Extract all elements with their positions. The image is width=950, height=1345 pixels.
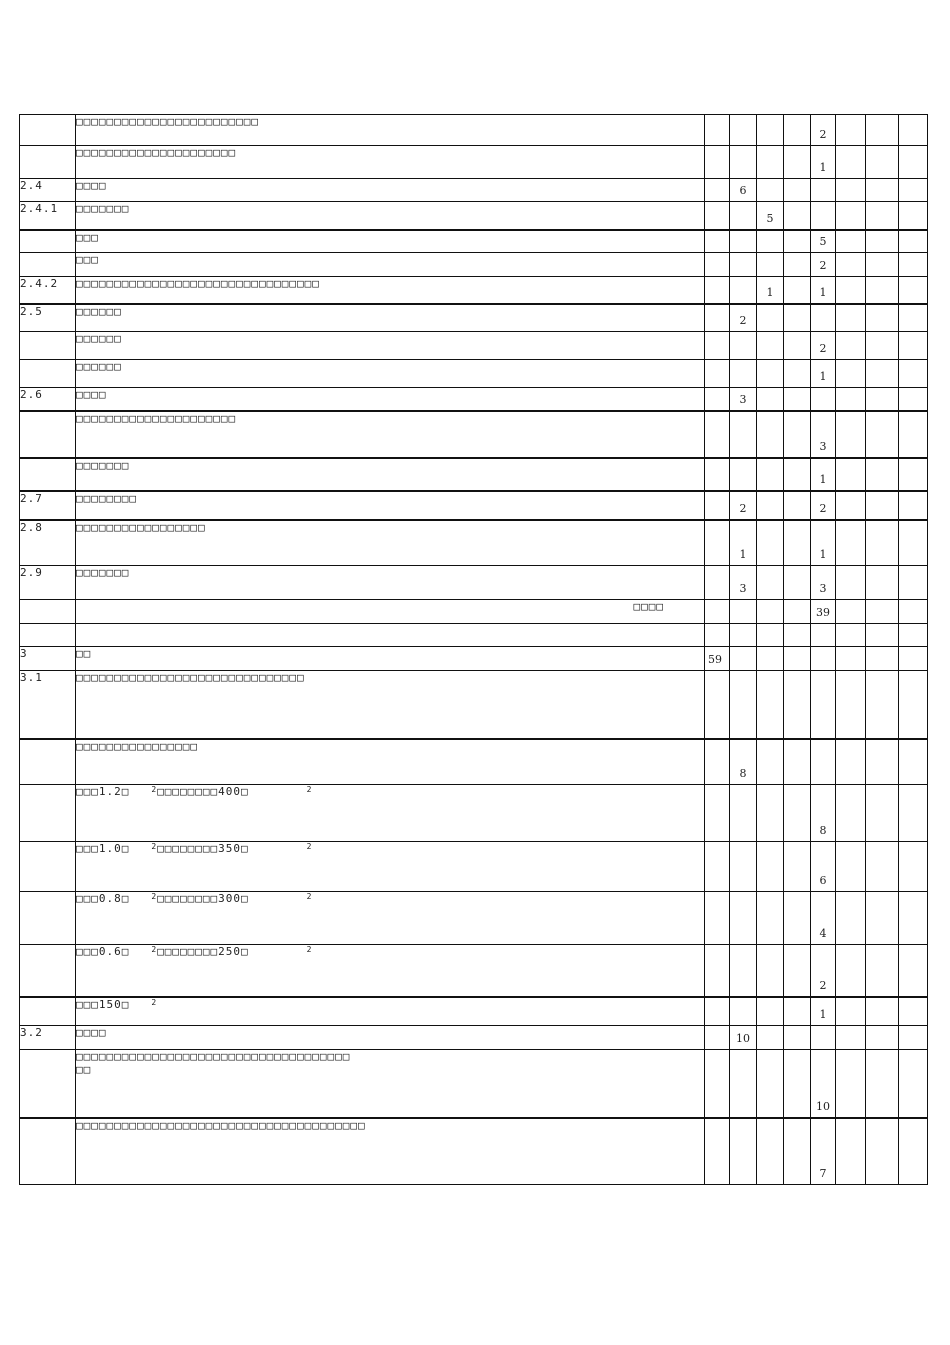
- subtotal-row: [20, 600, 928, 624]
- score-value: 5: [766, 211, 774, 225]
- score-value: 2: [819, 978, 827, 992]
- subtotal-label: □□□□: [76, 600, 705, 624]
- item-description: □□□□□□□□□□□□□□□□□□□□□□□□□□□□□□□□: [76, 277, 705, 304]
- item-code: 2.5: [20, 304, 76, 332]
- item-description: □□□0.6□ $^2$□□□□□□□□250□ $^2$: [76, 945, 705, 997]
- score-value: 1: [819, 285, 827, 299]
- item-code: [20, 842, 76, 892]
- item-description: □□□: [76, 253, 705, 277]
- item-code: 2.4.1: [20, 202, 76, 230]
- table-row: [20, 115, 928, 146]
- empty-row: [20, 624, 928, 647]
- score-value: 2: [819, 128, 827, 141]
- score-value: 8: [819, 824, 827, 837]
- item-code: [20, 1050, 76, 1118]
- item-description: □□□□□□: [76, 304, 705, 332]
- item-code: [20, 458, 76, 491]
- item-code: [20, 1118, 76, 1185]
- table-row: [20, 566, 928, 600]
- item-description: □□□□□□□□□□□□□□□□□□□□□□□□□□□□□□□□□□□□□□: [76, 1118, 705, 1185]
- item-description: □□□□□□□: [76, 202, 705, 230]
- table-row: [20, 388, 928, 411]
- item-description: □□□□: [76, 1026, 705, 1050]
- score-table: [19, 114, 928, 1185]
- table-row: [20, 1026, 928, 1050]
- item-code: [20, 892, 76, 945]
- score-value: 2: [739, 314, 747, 327]
- item-code: [20, 624, 76, 647]
- item-description: □□: [76, 647, 705, 671]
- score-value: 10: [816, 1099, 830, 1113]
- score-value: 7: [819, 1167, 827, 1180]
- score-value: 2: [739, 501, 747, 515]
- score-value: 2: [819, 501, 827, 515]
- item-description: □□□□□□□□: [76, 491, 705, 520]
- table-row: [20, 360, 928, 388]
- item-code: 3: [20, 647, 76, 671]
- item-description: □□□: [76, 230, 705, 253]
- score-value: 6: [819, 874, 827, 887]
- item-description: □□□□□□□□□□□□□□□□: [76, 739, 705, 785]
- score-value: 1: [739, 548, 747, 561]
- item-description: □□□1.0□ $^2$□□□□□□□□350□ $^2$: [76, 842, 705, 892]
- table-row: [20, 997, 928, 1026]
- score-value: 10: [736, 1032, 750, 1045]
- table-row: [20, 146, 928, 179]
- item-description: □□□□□□□□□□□□□□□□□□□□□□□□: [76, 115, 705, 146]
- table-row: [20, 304, 928, 332]
- table-row: [20, 230, 928, 253]
- table-row: [20, 842, 928, 892]
- score-value: 3: [739, 582, 747, 595]
- table-row: [20, 202, 928, 230]
- item-description: □□□1.2□ $^2$□□□□□□□□400□ $^2$: [76, 785, 705, 842]
- score-value: 3: [819, 439, 827, 453]
- table-row: [20, 945, 928, 997]
- item-code: 2.4.2: [20, 277, 76, 304]
- score-value: 1: [819, 161, 827, 174]
- score-value: 2: [819, 342, 827, 355]
- table-row: [20, 179, 928, 202]
- item-description: □□□□□□□□□□□□□□□□□□□□□: [76, 146, 705, 179]
- item-code: 2.4: [20, 179, 76, 202]
- item-code: 2.6: [20, 388, 76, 411]
- item-code: [20, 997, 76, 1026]
- table-row: [20, 1050, 928, 1118]
- item-code: [20, 115, 76, 146]
- table-row: [20, 253, 928, 277]
- item-code: [20, 253, 76, 277]
- item-description: [76, 624, 705, 647]
- table-row: [20, 739, 928, 785]
- score-value: 8: [739, 767, 747, 780]
- table-row: [20, 520, 928, 566]
- score-value: 6: [739, 184, 747, 197]
- item-code: [20, 230, 76, 253]
- score-value: 3: [819, 582, 827, 595]
- score-value: 1: [766, 285, 774, 299]
- item-code: 2.7: [20, 491, 76, 520]
- score-value: 3: [739, 392, 747, 406]
- item-description: □□□□□□□□□□□□□□□□□□□□□□□□□□□□□□□□□□□□ □□: [76, 1050, 705, 1118]
- score-value: 1: [819, 1008, 827, 1021]
- score-value: 4: [819, 927, 827, 940]
- item-description: □□□150□ $^2$: [76, 997, 705, 1026]
- table-row: [20, 892, 928, 945]
- item-description: □□□□□□: [76, 360, 705, 388]
- table-row: [20, 458, 928, 491]
- item-description: □□□0.8□ $^2$□□□□□□□□300□ $^2$: [76, 892, 705, 945]
- item-code: [20, 332, 76, 360]
- item-description: □□□□□□□: [76, 458, 705, 491]
- score-value: 2: [819, 259, 827, 272]
- table-row: [20, 277, 928, 304]
- item-description: □□□□□□: [76, 332, 705, 360]
- score-value: 1: [819, 472, 827, 486]
- score-value: 5: [819, 235, 827, 248]
- item-code: [20, 785, 76, 842]
- item-description: □□□□: [76, 388, 705, 411]
- item-description: □□□□□□□□□□□□□□□□□□□□□: [76, 411, 705, 458]
- table-row: [20, 785, 928, 842]
- item-code: [20, 945, 76, 997]
- item-description: □□□□□□□□□□□□□□□□□: [76, 520, 705, 566]
- item-code: [20, 411, 76, 458]
- table-row: [20, 491, 928, 520]
- item-description: □□□□□□□□□□□□□□□□□□□□□□□□□□□□□□: [76, 671, 705, 739]
- table-row: [20, 1118, 928, 1185]
- score-value: 1: [819, 548, 827, 561]
- item-code: [20, 600, 76, 624]
- table-row: [20, 671, 928, 739]
- table-row: [20, 647, 928, 671]
- table-row: [20, 332, 928, 360]
- subtotal-value: 39: [816, 606, 830, 619]
- item-code: 3.2: [20, 1026, 76, 1050]
- table-row: [20, 411, 928, 458]
- item-code: 3.1: [20, 671, 76, 739]
- item-description: □□□□□□□: [76, 566, 705, 600]
- item-code: 2.9: [20, 566, 76, 600]
- item-code: [20, 360, 76, 388]
- score-value: 59: [708, 653, 722, 666]
- item-code: [20, 739, 76, 785]
- score-value: 1: [819, 370, 827, 383]
- item-code: [20, 146, 76, 179]
- item-code: 2.8: [20, 520, 76, 566]
- item-description: □□□□: [76, 179, 705, 202]
